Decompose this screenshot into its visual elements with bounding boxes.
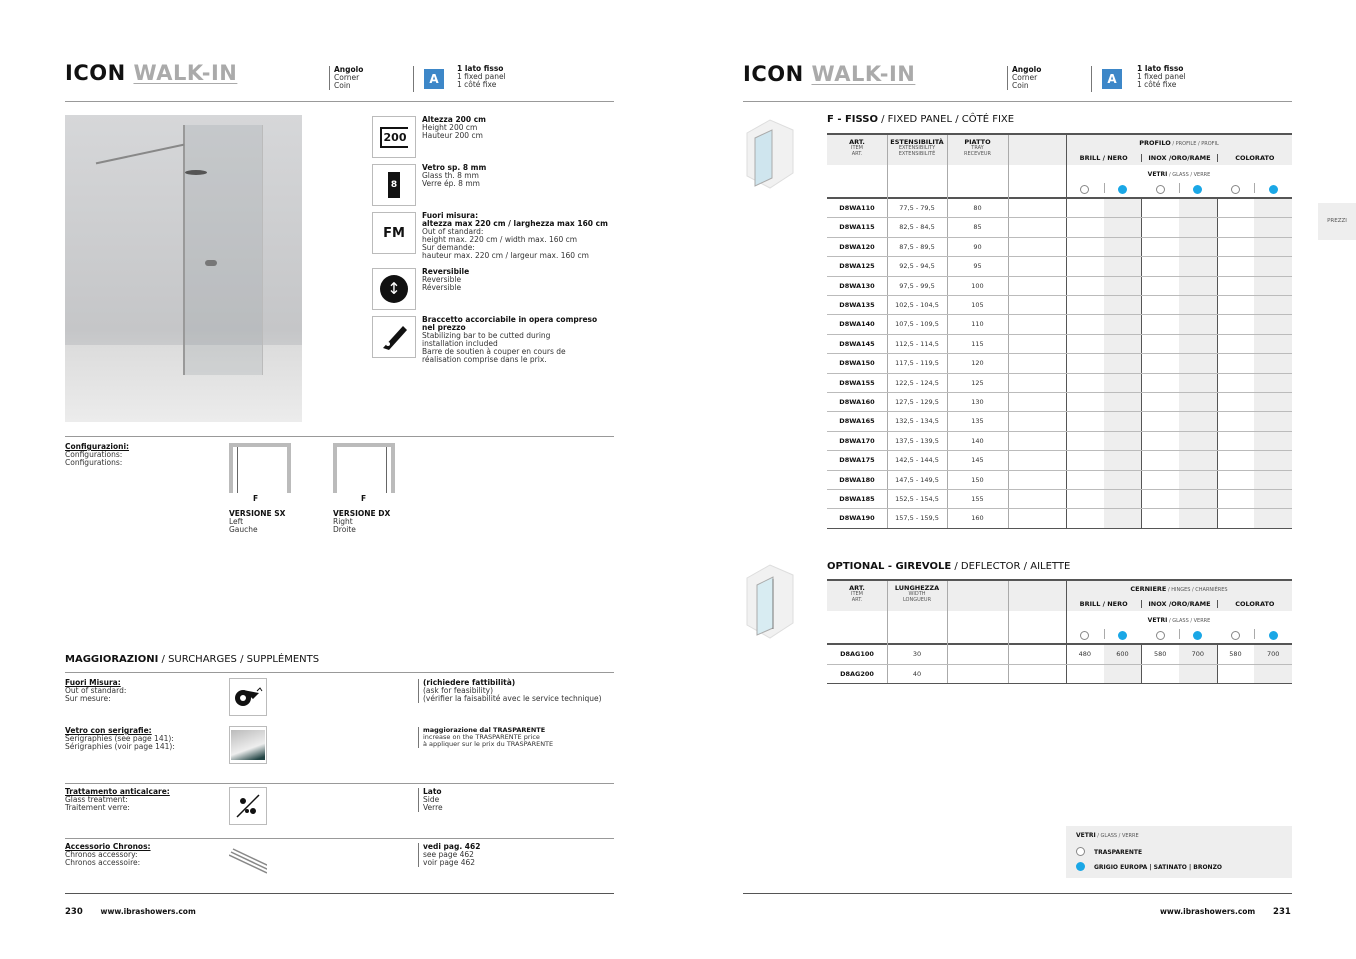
out-of-standard-icon xyxy=(372,212,416,254)
table-row xyxy=(827,199,1292,218)
dot-divider xyxy=(1104,183,1105,193)
feature-line: Stabilizing bar to be cutted during xyxy=(422,331,551,340)
page-number: 230 xyxy=(65,907,83,917)
surcharge-note-line: (vérifier la faisabilité avec le service technique) xyxy=(423,694,602,703)
cyan-glass-dot-icon xyxy=(1193,185,1202,194)
article-code: D8WA120 xyxy=(839,242,875,251)
config-badge: A xyxy=(1102,69,1122,89)
feature-text xyxy=(422,268,469,292)
cyan-glass-dot-icon xyxy=(1193,631,1202,640)
surcharge-label-line: Out of standard: xyxy=(65,686,127,695)
glass-header-sub: / GLASS / VERRE xyxy=(1167,172,1211,178)
table-row xyxy=(827,471,1292,490)
cell-value: 140 xyxy=(971,436,984,445)
price-cell: 480 xyxy=(1078,650,1092,658)
config-letter: F xyxy=(253,494,259,503)
price-cell: 700 xyxy=(1191,650,1205,658)
surcharges-title-bold: MAGGIORAZIONI xyxy=(65,654,159,665)
feature-line: Reversible xyxy=(422,275,462,284)
price-cell: 600 xyxy=(1116,650,1129,658)
glass-sample-icon xyxy=(229,726,267,764)
table-row xyxy=(827,645,1292,665)
cell-value: 82,5 - 84,5 xyxy=(899,223,935,232)
article-code: D8AG200 xyxy=(840,669,874,678)
feature-line: Sur demande: xyxy=(422,243,475,252)
fixed-it: 1 lato fisso xyxy=(1137,64,1184,73)
feature-text xyxy=(422,116,486,140)
feature-text xyxy=(422,316,597,364)
feature-line: Hauteur 200 cm xyxy=(422,131,483,140)
surcharge-note-line: (richiedere fattibilità) xyxy=(423,678,516,687)
table-row xyxy=(827,296,1292,315)
col-header-line: ITEM xyxy=(850,591,863,597)
cell-value: 137,5 - 139,5 xyxy=(895,436,939,445)
page-number: 231 xyxy=(1273,907,1291,917)
cell-value: 122,5 - 124,5 xyxy=(895,378,939,387)
cyan-dot-icon xyxy=(1076,862,1085,871)
feature-line: Réversible xyxy=(422,283,462,292)
cell-value: 95 xyxy=(973,262,982,271)
config-badge: A xyxy=(424,69,444,89)
saw-icon xyxy=(372,316,416,358)
table-row xyxy=(827,374,1292,393)
feature-line: Braccetto accorciabile in opera compreso xyxy=(422,315,598,324)
config-fr: Gauche xyxy=(229,525,258,534)
finish-header: BRILL / NERO xyxy=(1079,154,1128,162)
feature-line: Barre de soutien à couper en cours de xyxy=(422,347,566,356)
cell-value: 92,5 - 94,5 xyxy=(899,262,935,271)
surcharge-note xyxy=(418,843,480,867)
surcharge-label-line: Fuori Misura: xyxy=(65,678,121,687)
col-header-line: EXTENSIBILITÉ xyxy=(898,151,936,157)
col-header xyxy=(887,585,947,603)
fixed-it: 1 lato fisso xyxy=(457,64,504,73)
table-row xyxy=(827,315,1292,334)
config-letter: F xyxy=(361,494,367,503)
configurations-en: Configurations: xyxy=(65,450,123,459)
height-icon xyxy=(372,116,416,158)
article-code: D8WA170 xyxy=(839,436,875,445)
group-header xyxy=(1066,139,1292,147)
col-header-line: TRAY xyxy=(971,145,984,151)
col-header-line: RECEVEUR xyxy=(964,151,991,157)
glass-header-sub: / GLASS / VERRE xyxy=(1167,618,1211,624)
article-code: D8WA155 xyxy=(839,378,875,387)
dot-divider xyxy=(1104,629,1105,639)
col-header xyxy=(827,139,887,157)
glass-legend xyxy=(1066,826,1292,878)
cyan-glass-dot-icon xyxy=(1118,185,1127,194)
cell-value: 125 xyxy=(971,378,984,387)
fixed-en: 1 fixed panel xyxy=(1137,72,1186,81)
article-code: D8WA175 xyxy=(839,456,875,465)
col-header-line: ART. xyxy=(849,138,865,146)
col-header-line: ESTENSIBILITÀ xyxy=(890,138,944,146)
surcharge-label xyxy=(65,843,151,867)
height-value: 200 xyxy=(380,127,409,148)
col-header xyxy=(947,139,1008,157)
cell-value: 80 xyxy=(973,204,982,212)
group-header-main: PROFILO xyxy=(1139,139,1171,147)
col-header-line: ITEM xyxy=(850,145,863,151)
cell-value: 142,5 - 144,5 xyxy=(895,456,939,465)
feature-line: Vetro sp. 8 mm xyxy=(422,163,487,172)
surcharge-note-line: Lato xyxy=(423,787,442,796)
fixed-panel-render xyxy=(745,118,795,190)
type-it: Angolo xyxy=(334,65,364,74)
deflector-render xyxy=(745,563,795,643)
surcharge-note xyxy=(418,727,553,748)
table-row xyxy=(827,277,1292,296)
surcharge-label-line: Trattamento anticalcare: xyxy=(65,787,170,796)
surcharge-note-line: à appliquer sur le prix du TRASPARENTE xyxy=(423,740,554,748)
config-dx xyxy=(333,510,390,534)
footer-right xyxy=(1160,907,1291,917)
fixed-block xyxy=(1137,65,1186,89)
group-header-sub: / HINGES / CHARNIÈRES xyxy=(1166,587,1228,593)
col-header-line: ART. xyxy=(851,597,863,603)
article-code: D8WA140 xyxy=(839,320,875,329)
article-code: D8WA160 xyxy=(839,398,875,406)
title-light: WALK-IN xyxy=(811,62,916,86)
table-row xyxy=(827,451,1292,470)
finish-header: COLORATO xyxy=(1217,154,1292,162)
white-glass-dot-icon xyxy=(1080,631,1089,640)
measuring-tape-icon xyxy=(229,678,267,716)
config-en: Left xyxy=(229,517,244,526)
surcharge-label-line: Glass treatment: xyxy=(65,795,128,804)
cell-value: 77,5 - 79,5 xyxy=(899,204,935,212)
feature-line: Verre ép. 8 mm xyxy=(422,179,480,188)
cell-value: 135 xyxy=(971,417,984,426)
surcharge-note-line: Verre xyxy=(423,803,443,812)
configurations-it: Configurazioni: xyxy=(65,442,130,451)
table-row xyxy=(827,218,1292,237)
dot-divider xyxy=(1179,183,1180,193)
col-header-line: LUNGHEZZA xyxy=(894,584,940,592)
feature-line: hauteur max. 220 cm / largeur max. 160 cm xyxy=(422,251,589,260)
feature-text xyxy=(422,164,486,188)
white-glass-dot-icon xyxy=(1231,631,1240,640)
surcharge-label-line: Chronos accessoire: xyxy=(65,858,141,867)
cell-value: 102,5 - 104,5 xyxy=(895,301,939,309)
configurations-label xyxy=(65,443,129,467)
glass-header xyxy=(1066,171,1292,178)
config-name: VERSIONE SX xyxy=(229,509,286,518)
fixed-en: 1 fixed panel xyxy=(457,72,506,81)
feature-line: Altezza 200 cm xyxy=(422,115,486,124)
article-code: D8WA165 xyxy=(839,417,875,426)
chronos-accessory-icon xyxy=(229,842,267,880)
legend-sub: / GLASS / VERRE xyxy=(1095,833,1139,839)
article-code: D8WA190 xyxy=(839,514,875,523)
cell-value: 115 xyxy=(971,339,984,348)
type-fr: Coin xyxy=(334,81,351,90)
table-row xyxy=(827,490,1292,509)
price-cell: 700 xyxy=(1266,650,1280,658)
cell-value: 100 xyxy=(971,281,984,290)
cell-value: 105 xyxy=(971,301,984,309)
article-code: D8AG100 xyxy=(840,650,874,658)
article-code: D8WA180 xyxy=(839,475,875,484)
surcharge-label xyxy=(65,788,170,812)
website-link[interactable]: www.ibrashowers.com xyxy=(1160,907,1256,916)
cell-value: 40 xyxy=(912,669,922,678)
feature-line: height max. 220 cm / width max. 160 cm xyxy=(422,235,578,244)
glass-header xyxy=(1066,617,1292,624)
type-block xyxy=(1007,66,1041,90)
side-tab-prezzi[interactable]: PREZZI xyxy=(1318,203,1356,240)
cyan-glass-dot-icon xyxy=(1269,185,1278,194)
cyan-glass-dot-icon xyxy=(1118,631,1127,640)
dot-divider xyxy=(1179,629,1180,639)
white-dot-icon xyxy=(1076,847,1085,856)
table-row xyxy=(827,238,1292,257)
cell-value: 145 xyxy=(971,456,984,465)
cell-value: 85 xyxy=(973,223,982,232)
surcharge-label xyxy=(65,727,175,751)
cell-value: 87,5 - 89,5 xyxy=(899,242,935,251)
finish-header: BRILL / NERO xyxy=(1079,600,1128,608)
cell-value: 130 xyxy=(971,398,984,406)
cell-value: 160 xyxy=(971,514,984,523)
cyan-glass-dot-icon xyxy=(1269,631,1278,640)
white-glass-dot-icon xyxy=(1156,185,1165,194)
table-row xyxy=(827,335,1292,354)
cell-value: 120 xyxy=(971,359,984,368)
cell-value: 97,5 - 99,5 xyxy=(899,281,935,290)
config-name: VERSIONE DX xyxy=(333,509,391,518)
fixed-fr: 1 côté fixe xyxy=(457,80,497,89)
table-row xyxy=(827,432,1292,451)
reversible-icon xyxy=(372,268,416,310)
page-title xyxy=(743,62,915,86)
optional-table-title xyxy=(827,561,1070,572)
fixed-price-table xyxy=(827,133,1292,528)
type-fr: Coin xyxy=(1012,81,1029,90)
cell-value: 132,5 - 134,5 xyxy=(895,417,939,426)
page-title xyxy=(65,61,237,85)
type-en: Corner xyxy=(1012,73,1038,82)
surcharge-label-line: Sur mesure: xyxy=(65,694,111,703)
surcharge-note-line: maggiorazione dal TRASPARENTE xyxy=(423,726,546,734)
surcharge-note-line: see page 462 xyxy=(423,850,474,859)
config-sx xyxy=(229,510,285,534)
white-glass-dot-icon xyxy=(1080,185,1089,194)
title-bold: ICON xyxy=(65,61,126,85)
fixed-block xyxy=(457,65,506,89)
col-header-line: WIDTH xyxy=(908,591,926,597)
feature-line: Fuori misura: xyxy=(422,211,479,220)
finish-header: INOX /ORO/RAME xyxy=(1141,600,1216,608)
type-en: Corner xyxy=(334,73,360,82)
title-light: WALK-IN xyxy=(133,61,238,85)
group-header-sub: / PROFILE / PROFIL xyxy=(1170,141,1219,147)
cell-value: 110 xyxy=(971,320,984,329)
website-link[interactable]: www.ibrashowers.com xyxy=(100,907,196,916)
article-code: D8WA115 xyxy=(839,223,875,232)
optional-title-rest: / DEFLECTOR / AILETTE xyxy=(951,561,1071,572)
feature-line: installation included xyxy=(422,339,498,348)
feature-line: nel prezzo xyxy=(422,323,466,332)
anti-limescale-icon xyxy=(229,787,267,825)
table-row xyxy=(827,412,1292,431)
cell-value: 147,5 - 149,5 xyxy=(895,475,939,484)
cell-value: 127,5 - 129,5 xyxy=(895,398,939,406)
cell-value: 107,5 - 109,5 xyxy=(895,320,939,329)
feature-line: Reversibile xyxy=(422,267,470,276)
cell-value: 90 xyxy=(973,242,982,251)
article-code: D8WA185 xyxy=(839,495,875,503)
col-header xyxy=(887,139,947,157)
legend-title: VETRI xyxy=(1076,832,1096,839)
price-cell: 580 xyxy=(1153,650,1167,658)
feature-text xyxy=(422,212,608,260)
config-fr: Droite xyxy=(333,525,356,534)
surcharges-title-rest: / SURCHARGES / SUPPLÉMENTS xyxy=(158,654,320,665)
footer-left xyxy=(65,907,196,917)
surcharge-note-line: voir page 462 xyxy=(423,858,476,867)
fixed-title-rest: / FIXED PANEL / CÔTÉ FIXE xyxy=(877,114,1015,125)
feature-line: Glass th. 8 mm xyxy=(422,171,479,180)
price-cell: 580 xyxy=(1229,650,1242,658)
white-glass-dot-icon xyxy=(1231,185,1240,194)
dot-divider xyxy=(1254,183,1255,193)
surcharge-note xyxy=(418,788,443,812)
surcharge-label-line: Traitement verre: xyxy=(65,803,130,812)
config-diagram-dx xyxy=(333,443,395,493)
fixed-table-title xyxy=(827,114,1014,125)
article-code: D8WA130 xyxy=(839,281,875,290)
surcharge-label-line: Vetro con serigrafie: xyxy=(65,726,152,735)
config-diagram-sx xyxy=(229,443,291,493)
group-header xyxy=(1066,585,1292,593)
glass-thickness-icon xyxy=(372,164,416,206)
glass-header-main: VETRI xyxy=(1147,171,1168,178)
cell-value: 30 xyxy=(912,650,922,658)
type-it: Angolo xyxy=(1012,65,1042,74)
cell-value: 157,5 - 159,5 xyxy=(895,514,939,523)
surcharge-label-line: Accessorio Chronos: xyxy=(65,842,151,851)
finish-header: COLORATO xyxy=(1217,600,1292,608)
article-code: D8WA135 xyxy=(839,301,875,309)
legend-item: TRASPARENTE xyxy=(1094,849,1143,856)
surcharge-label xyxy=(65,679,126,703)
surcharges-title xyxy=(65,654,319,665)
surcharge-note-line: (ask for feasibility) xyxy=(423,686,494,695)
cell-value: 117,5 - 119,5 xyxy=(895,359,939,368)
fm-label: FM xyxy=(383,225,405,241)
cell-value: 112,5 - 114,5 xyxy=(895,339,939,348)
feature-line: réalisation comprise dans le prix. xyxy=(422,355,547,364)
glass-header-main: VETRI xyxy=(1147,617,1168,624)
fixed-title-bold: F - FISSO xyxy=(827,114,878,125)
cell-value: 155 xyxy=(971,495,984,503)
white-glass-dot-icon xyxy=(1156,631,1165,640)
feature-line: Out of standard: xyxy=(422,227,484,236)
feature-line: altezza max 220 cm / larghezza max 160 cm xyxy=(422,219,608,228)
title-bold: ICON xyxy=(743,62,804,86)
dot-divider xyxy=(1254,629,1255,639)
article-code: D8WA150 xyxy=(839,359,875,368)
legend-item: GRIGIO EUROPA | SATINATO | BRONZO xyxy=(1094,864,1223,871)
finish-header: INOX /ORO/RAME xyxy=(1141,154,1216,162)
surcharge-note-line: Side xyxy=(423,795,440,804)
surcharge-label-line: Sérigraphies (voir page 141): xyxy=(65,742,175,751)
surcharge-label-line: Serigraphies (see page 141): xyxy=(65,734,174,743)
configurations-fr: Configurations: xyxy=(65,458,123,467)
col-header-line: LONGUEUR xyxy=(902,597,932,603)
surcharge-note-line: increase on the TRASPARENTE price xyxy=(423,733,540,741)
cell-value: 150 xyxy=(971,475,984,484)
product-photo xyxy=(65,115,302,422)
surcharge-note xyxy=(418,679,602,703)
article-code: D8WA125 xyxy=(839,262,875,271)
table-row xyxy=(827,257,1292,276)
thickness-value: 8 xyxy=(388,172,400,198)
fixed-fr: 1 côté fixe xyxy=(1137,80,1177,89)
table-row xyxy=(827,509,1292,528)
surcharge-label-line: Chronos accessory: xyxy=(65,850,138,859)
article-code: D8WA145 xyxy=(839,339,875,348)
article-code: D8WA110 xyxy=(839,204,875,212)
optional-price-table xyxy=(827,579,1292,684)
config-en: Right xyxy=(333,517,353,526)
table-row xyxy=(827,354,1292,373)
feature-line: Height 200 cm xyxy=(422,123,478,132)
reversible-symbol: ↕ xyxy=(380,275,408,303)
cell-value: 152,5 - 154,5 xyxy=(895,495,939,503)
col-header-line: EXTENSIBILITY xyxy=(898,145,936,151)
table-row xyxy=(827,665,1292,685)
surcharge-note-line: vedi pag. 462 xyxy=(423,842,481,851)
col-header-line: ART. xyxy=(851,151,863,157)
col-header xyxy=(827,585,887,603)
col-header-line: PIATTO xyxy=(964,138,991,146)
group-header-main: CERNIERE xyxy=(1130,585,1167,593)
optional-title-bold: OPTIONAL - GIREVOLE xyxy=(827,561,952,572)
table-row xyxy=(827,393,1292,412)
type-block xyxy=(329,66,363,90)
col-header-line: ART. xyxy=(849,584,865,592)
